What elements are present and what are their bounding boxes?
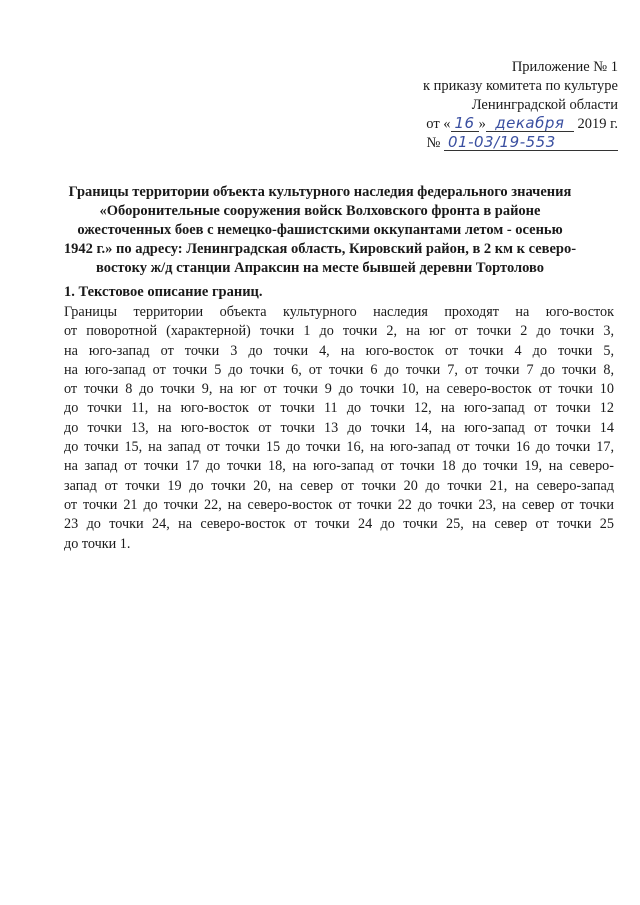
date-month-handwritten: декабря bbox=[486, 116, 574, 132]
body-line: от точки 8 до точки 9, на юг от точки 9 до точки 10, на северо-восток от точки 10 bbox=[64, 381, 614, 398]
order-date: от « 16 » декабря 2019 г. bbox=[426, 114, 618, 132]
title-line: «Оборонительные сооружения войск Волховского фронта в районе bbox=[99, 203, 541, 219]
body-line: до точки 1. bbox=[64, 535, 131, 552]
region-name: Ленинградской области bbox=[471, 97, 618, 113]
section-heading: 1. Текстовое описание границ. bbox=[64, 284, 263, 300]
body-line: на запад от точки 17 до точки 18, на юго-запад от точки 18 до точки 19, на северо- bbox=[64, 458, 614, 475]
document-title bbox=[40, 183, 600, 278]
appendix-header bbox=[423, 58, 618, 153]
title-line: востоку ж/д станции Апраксин на месте бывшей деревни Тортолово bbox=[95, 260, 545, 276]
body-line: запад от точки 19 до точки 20, на север от точки 20 до точки 21, на северо-запад bbox=[64, 477, 614, 494]
title-line: 1942 г.» по адресу: Ленинградская область, Кировский район, в 2 км к северо- bbox=[63, 241, 577, 257]
body-line: на юго-запад от точки 5 до точки 6, от точки 6 до точки 7, от точки 7 до точки 8, bbox=[64, 361, 614, 378]
body-line: до точки 11, на юго-восток от точки 11 до точки 12, на юго-запад от точки 12 bbox=[64, 400, 614, 417]
order-number: № 01-03/19-553 bbox=[423, 134, 618, 153]
appendix-number: Приложение № 1 bbox=[511, 59, 618, 75]
title-line: ожесточенных боев с немецко-фашистскими оккупантами летом - осенью bbox=[77, 222, 563, 238]
body-line: до точки 13, на юго-восток от точки 13 до точки 14, на юго-запад от точки 14 bbox=[64, 419, 614, 436]
title-line: Границы территории объекта культурного наследия федерального значения bbox=[68, 184, 572, 200]
body-line: от поворотной (характерной) точки 1 до точки 2, на юг от точки 2 до точки 3, bbox=[64, 323, 614, 340]
body-line: на юго-запад от точки 3 до точки 4, на юго-восток от точки 4 до точки 5, bbox=[64, 342, 614, 359]
body-line: Границы территории объекта культурного наследия проходят на юго-восток bbox=[64, 304, 614, 320]
date-day-handwritten: 16 bbox=[451, 116, 479, 132]
body-line: 23 до точки 24, на северо-восток от точки 24 до точки 25, на север от точки 25 bbox=[64, 516, 614, 533]
body-line: до точки 15, на запад от точки 15 до точки 16, на юго-запад от точки 16 до точки 17, bbox=[64, 439, 614, 456]
order-number-handwritten: 01-03/19-553 bbox=[444, 135, 618, 151]
body-line: от точки 21 до точки 22, на северо-восток от точки 22 до точки 23, на север от точки bbox=[64, 496, 614, 513]
boundary-description bbox=[64, 303, 614, 554]
order-reference: к приказу комитета по культуре bbox=[422, 78, 618, 94]
